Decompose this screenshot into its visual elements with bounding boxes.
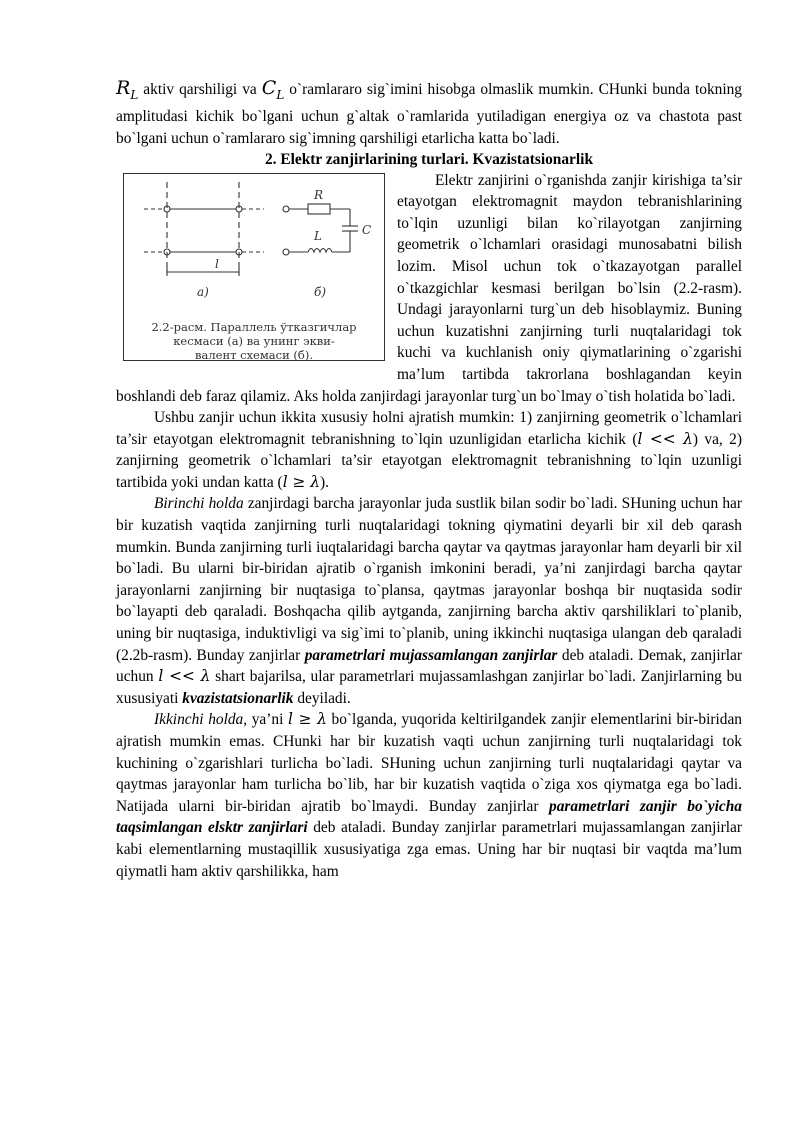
term-quasistationarity: kvazistatsionarlik <box>182 689 294 707</box>
paragraph-2: Ushbu zanjir uchun ikkita xususiy holni ajratish mumkin: 1) zanjirning geometrik o`lchamlari ta’sir etayotgan elektromagnit tebranishning to`lqin uzunligidan etarlicha kichik (l << λ) va, 2) zanjirning geometrik o`lchamlari ta’sir etayotgan elektromagnit tebranishning to`lqin uzunligi tartibida yoki undan katta (l ≥ λ). <box>116 409 742 491</box>
symbol-c: $C_L$ <box>261 77 285 102</box>
math-condition-2: l ≥ λ <box>287 710 327 729</box>
math-l-geq-lambda: l ≥ λ <box>282 472 321 491</box>
term-lumped-circuits: parametrlari mujassamlangan zanjirlar <box>304 646 558 664</box>
figure-2-2 <box>123 173 385 361</box>
math-l-much-less-lambda: l << λ <box>637 429 693 448</box>
label-r: R <box>314 187 324 202</box>
paragraph-4: Ikkinchi holda, ya’ni l ≥ λ bo`lganda, yuqorida keltirilgandek zanjir elementlarini bir-biridan ajratish mumkin emas. CHunki har bir kuzatish vaqti uchun zanjirning turli nuqtalaridagi tok kuchining o`zgarishlari turlicha bo`ladi. SHuning uchun zanjirning turli nuqtalaridagi qaytar va qaytmas jarayonlar ham turlicha bo`lib, har bir kuzatish vaqtida o`ziga xos qiymatga ega bo`ladi. Natijada ularni bir-biridan ajratib bo`lmaydi. Bunday zanjirlar parametrlari zanjir bo`yicha taqsimlangan elsktr zanjirlari deb ataladi. Bunday zanjirlar parametrlari mujassamlangan zanjirlar kabi elementlarning mustaqillik xususiyatiga zga emas. Uning har bir nuqtasi bir vaqtda ma’lum qiymatli ham aktiv qarshilikka, ham <box>116 710 742 880</box>
label-inductance: L <box>314 228 322 243</box>
figure-caption: 2.2-расм. Параллель ўтказгичлар кесмаси (а) ва унинг экви- валент схемаси (б). <box>151 319 357 362</box>
intro-paragraph <box>116 78 742 150</box>
math-condition: l << λ <box>158 667 211 686</box>
intro-text-1: aktiv qarshiligi va <box>138 81 262 98</box>
first-case-label: Birinchi holda <box>154 495 244 513</box>
section-heading: 2. Elektr zanjirlarining turlari. Kvazistatsionarlik <box>264 150 594 168</box>
label-capacitance: C <box>362 222 372 237</box>
label-l: l <box>215 256 219 271</box>
term-distributed-circuits: parametrlari zanjir bo`yicha taqsimlangan elsktr zanjirlari <box>116 797 742 837</box>
label-b: б) <box>314 284 327 299</box>
paragraph-3: Birinchi holda zanjirdagi barcha jarayonlar juda sustlik bilan sodir bo`ladi. SHuning uchun har bir kuzatish vaqtida zanjirning turli nuqtalaridagi tokning qiymatini deyarli bir xil deb qarash mumkin. Bunda zanjirning turli iuqtalaridagi barcha qaytar va qaytmas jarayonlar ham deyarli bir xil bo`ladi. Bu ularni bir-biridan ajratib o`rganish imkonini beradi, ya’ni zanjirdagi barcha qaytar jarayonlarni zanjirning bir nuqtasiga to`plansa, qaytmas jarayonlar boshqa bir nuqtasida sodir bo`layapti deb qaraladi. Boshqacha qilib aytganda, zanjirning barcha aktiv qarshiliklari to`planib, uning bir nuqtasiga, induktivligi va sig`imi to`planib, uning ikkinchi nuqtasiga ulangan deb qaraladi (2.2b-rasm). Bunday zanjirlar parametrlari mujassamlangan zanjirlar deb ataladi. Demak, zanjirlar uchun l << λ shart bajarilsa, ular parametrlari mujassamlashgan zanjirlar bo`ladi. Zanjirlarning bu xususiyati kvazistatsionarlik deyiladi. <box>116 495 743 707</box>
intro-text-2: o`ramlararo sig`imini hisobga olmaslik mumkin. CHunki bunda tokning amplitudasi kichik bo`lgani uchun g`altak o`ramlarida yutiladigan energiya oz va chastota past bo`lgani uchun o`ramlararo sig`imning qarshiligi etarlicha katta bo`ladi. <box>116 81 743 147</box>
symbol-r: $R_L$ <box>116 77 139 102</box>
second-case-label: Ikkinchi holda <box>154 711 244 729</box>
label-a: а) <box>197 284 209 299</box>
document-page <box>116 78 742 882</box>
paragraph-1: Elektr zanjirini o`rganishda zanjir kirishiga ta’sir etayotgan elektromagnit maydon tebranishlarining to`lqin uzunligi bilan ko`rilayotgan zanjirning geometrik o`lchamlari orasidagi munosabatni bilish lozim. Misol uchun tok o`tkazayotgan parallel o`tkazgichlar kesmasi berilgan bo`lsin (2.2-rasm). Undagi jarayonlarni turg`un deb hisoblaymiz. Buning uchun kuzatishni zanjirning turli nuqtalaridagi tok kuchi va kuchlanish oniy qiymatlarining o`zgarishi ma’lum tartibda takrorlana boshlagandan keyin boshlandi deb faraz qilamiz. Aks holda zanjirdagi jarayonlar turg`un bo`lmay o`tish holatida bo`ladi. <box>116 171 742 405</box>
